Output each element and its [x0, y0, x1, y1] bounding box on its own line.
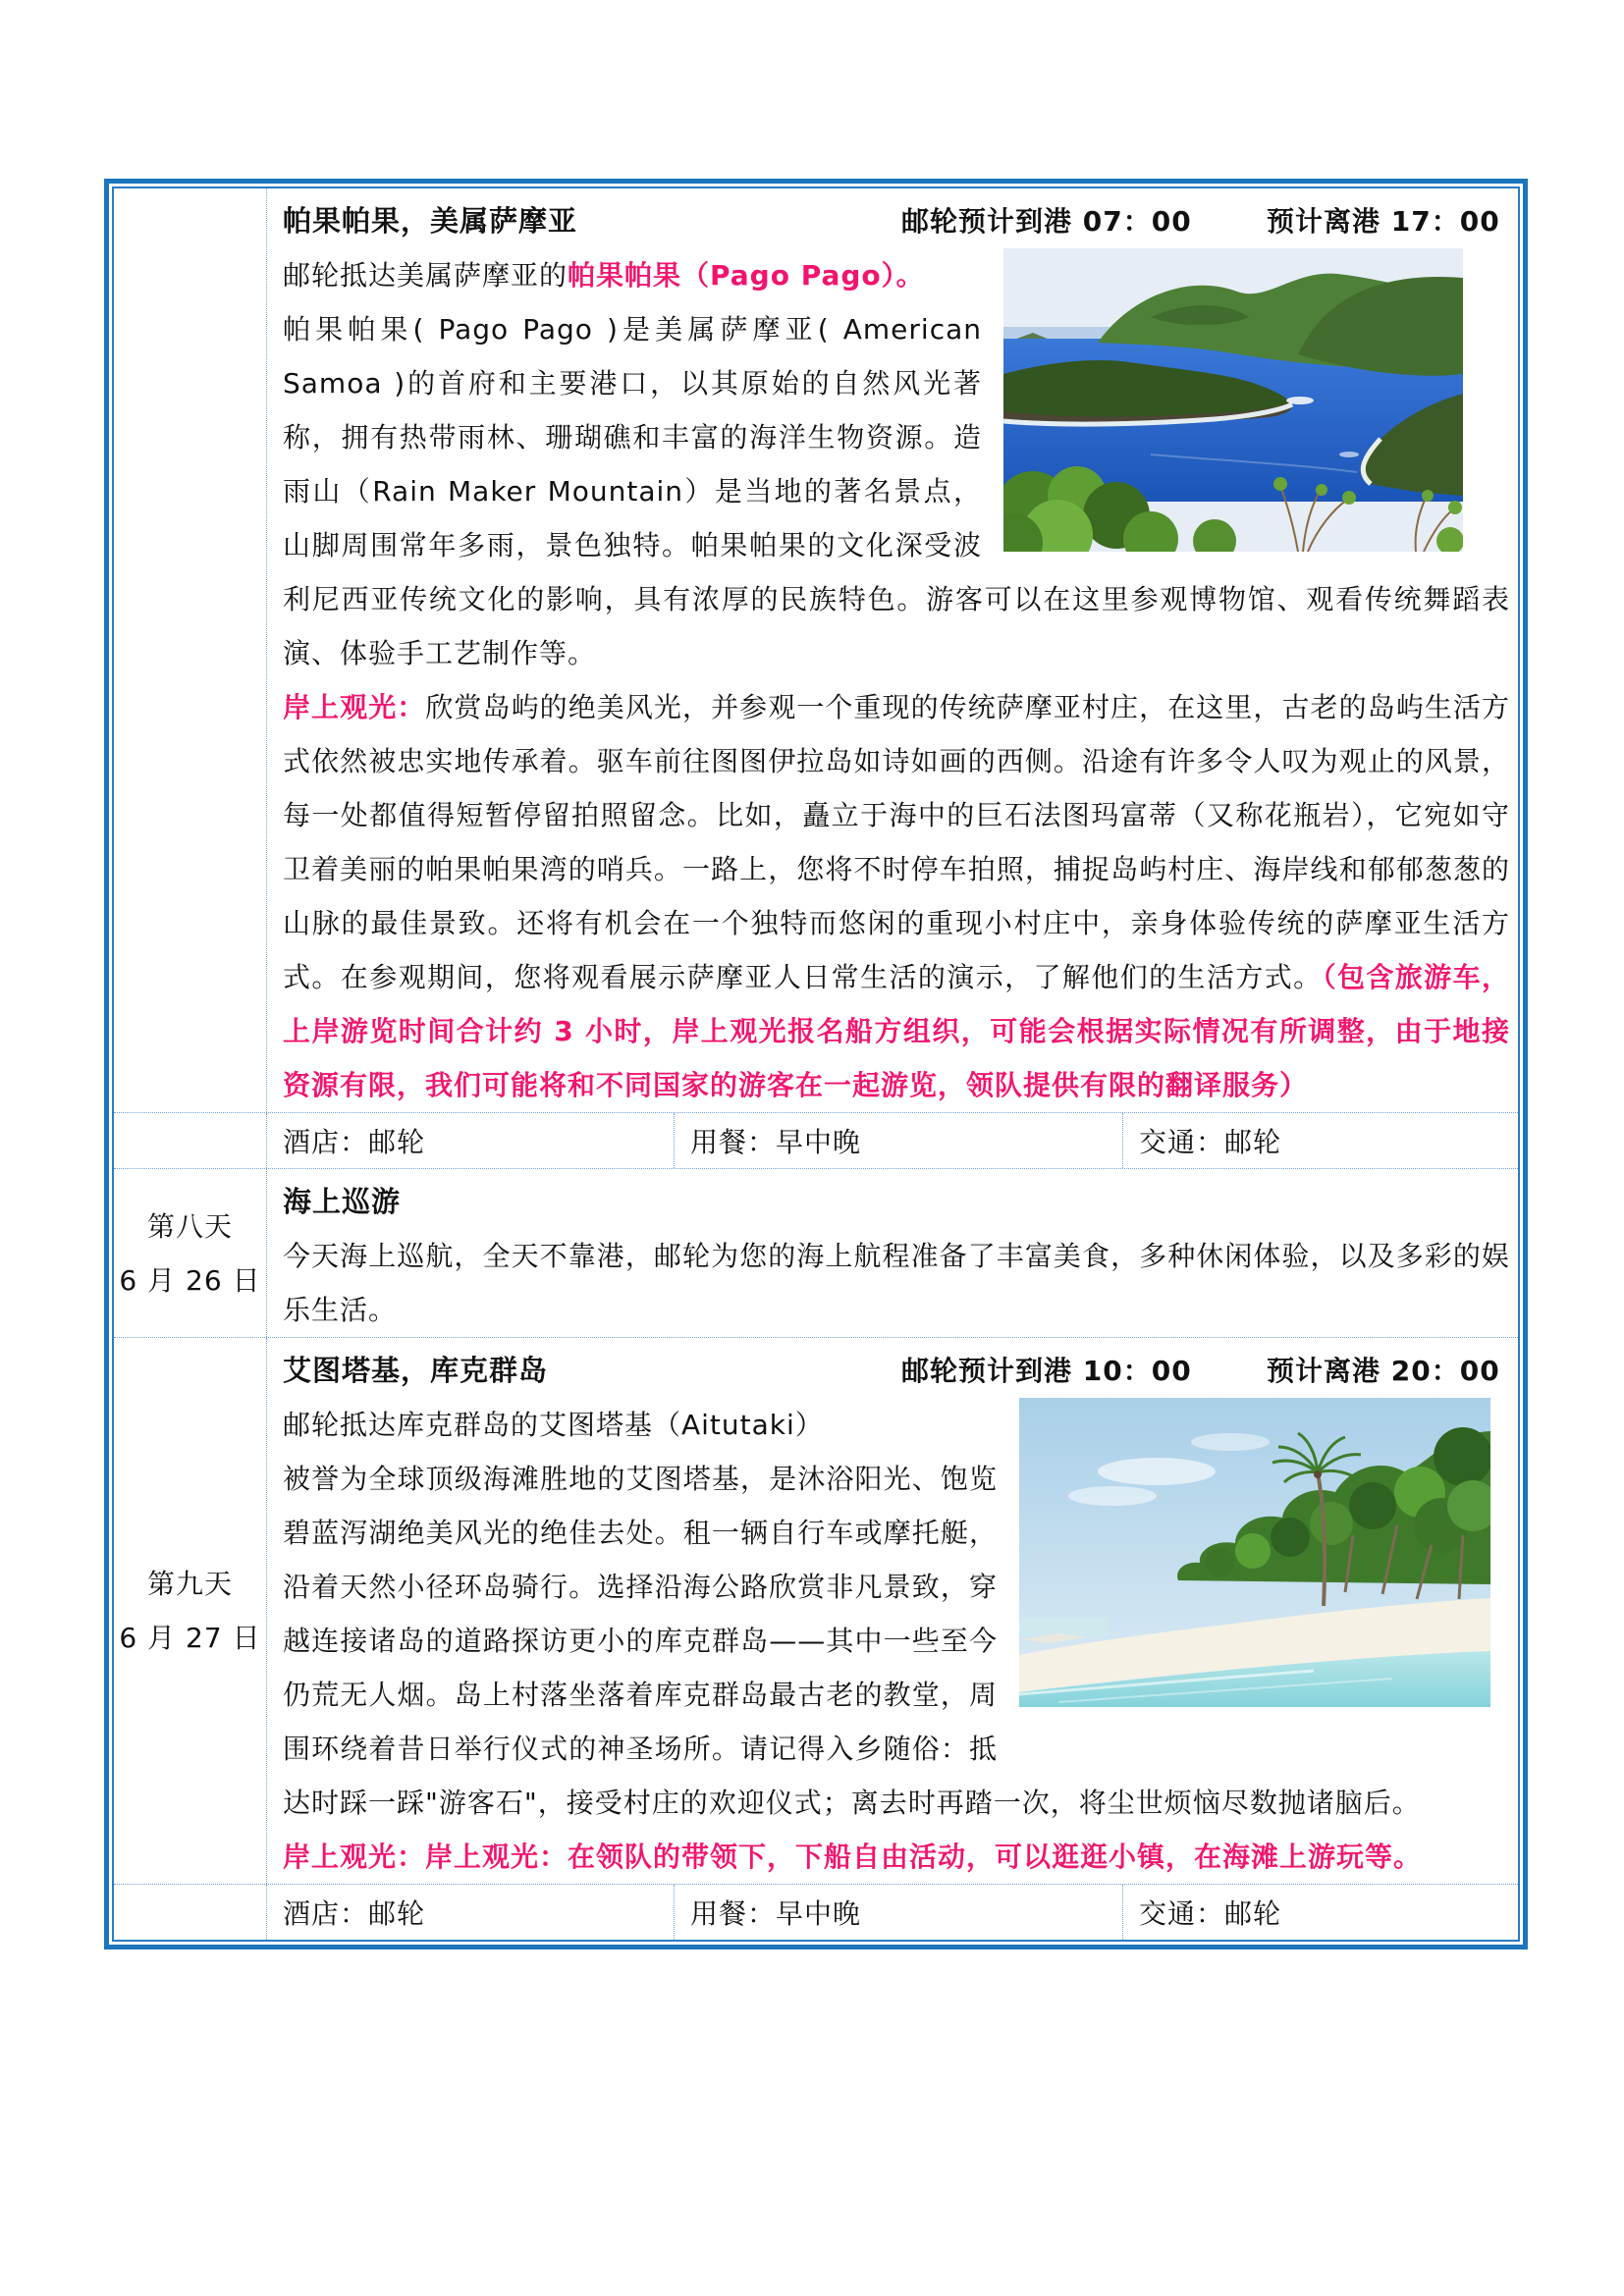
day-cell-day8 [114, 1169, 267, 1337]
shore-excursion: 岸上观光：欣赏岛屿的绝美风光，并参观一个重现的传统萨摩亚村庄，在这里，古老的岛屿生活方式依然被忠实地传承着。驱车前往图图伊拉岛如诗如画的西侧。沿途有许多令人叹为观止的风景，每一处都值得短暂停留拍照留念。比如，矗立于海中的巨石法图玛富蒂（又称花瓶岩），它宛如守卫着美丽的帕果帕果湾的哨兵。一路上，您将不时停车拍照，捕捉岛屿村庄、海岸线和郁郁葱葱的山脉的最佳景致。还将有机会在一个独特而悠闲的重现小村庄中，亲身体验传统的萨摩亚生活方式。在参观期间，您将观看展示萨摩亚人日常生活的演示，了解他们的生活方式。（包含旅游车，上岸游览时间合计约 3 小时，岸上观光报名船方组织，可能会根据实际情况有所调整，由于地接资源有限，我们可能将和不同国家的游客在一起游览，领队提供有限的翻译服务） [283, 691, 1510, 1101]
day-number: 第九天 [146, 1568, 233, 1600]
intro-line: 邮轮抵达库克群岛的艾图塔基（Aitutaki） [283, 1409, 824, 1441]
aitutaki-beach-photo [1019, 1398, 1490, 1707]
day-date: 6 月 26 日 [119, 1263, 261, 1297]
port-description: 被誉为全球顶级海滩胜地的艾图塔基，是沐浴阳光、饱览碧蓝泻湖绝美风光的绝佳去处。租一辆自行车或摩托艇，沿着天然小径环岛骑行。选择沿海公路欣赏非凡景致，穿越连接诸岛的道路探访更小的库克群岛——其中一些至今仍荒无人烟。岛上村落坐落着库克群岛最古老的教堂，周围环绕着昔日举行仪式的神圣场所。请记得入乡随俗：抵达时踩一踩"游客石"，接受村庄的欢迎仪式；离去时再踏一次，将尘世烦恼尽数抛诸脑后。 [283, 1463, 1421, 1819]
departure-time: 预计离港 17：00 [1267, 205, 1500, 238]
day-cell-empty [114, 1113, 267, 1168]
day-cell-empty [114, 1885, 267, 1940]
sea-day-description: 今天海上巡航，全天不靠港，邮轮为您的海上航程准备了丰富美食，多种休闲体验，以及多彩的娱乐生活。 [283, 1240, 1510, 1326]
departure-time: 预计离港 20：00 [1267, 1355, 1500, 1387]
hotel-cell: 酒店：邮轮 [283, 1126, 426, 1158]
port-description: 帕果帕果( Pago Pago )是美属萨摩亚( American Samoa )的首府和主要港口，以其原始的自然风光著称，拥有热带雨林、珊瑚礁和丰富的海洋生物资源。造雨山（Rain Maker Mountain）是当地的著名景点，山脚周围常年多雨，景色独特。帕果帕果的文化深受波利尼西亚传统文化的影响，具有浓厚的民族特色。游客可以在这里参观博物馆、观看传统舞蹈表演、体验手工艺制作等。 [283, 313, 1510, 669]
table-row-pago-pago [114, 188, 1518, 1112]
meals-cell: 用餐：早中晚 [674, 1113, 1122, 1168]
port-section-aitutaki [267, 1338, 1518, 1884]
arrival-time: 邮轮预计到港 07：00 [901, 205, 1192, 238]
port-title: 艾图塔基，库克群岛 [283, 1354, 549, 1387]
day-cell-day9 [114, 1338, 267, 1884]
arrival-time: 邮轮预计到港 10：00 [901, 1355, 1192, 1387]
info-row-pago-pago [114, 1112, 1518, 1168]
intro-line: 邮轮抵达美属萨摩亚的帕果帕果（Pago Pago）。 [283, 259, 925, 292]
port-section-pago-pago [267, 188, 1518, 1112]
section-header [283, 1344, 1510, 1398]
pago-pago-bay-photo [1003, 248, 1463, 552]
transport-cell: 交通：邮轮 [1122, 1113, 1518, 1168]
day-date: 6 月 27 日 [119, 1622, 261, 1654]
info-row-aitutaki [114, 1884, 1518, 1940]
sea-day-title: 海上巡游 [283, 1185, 402, 1218]
day-number: 第八天 [146, 1209, 233, 1243]
day-cell-empty [114, 188, 267, 1112]
transport-cell: 交通：邮轮 [1122, 1885, 1518, 1940]
meals-cell: 用餐：早中晚 [674, 1885, 1122, 1940]
itinerary-table [104, 179, 1528, 1949]
sea-day-section [267, 1169, 1518, 1337]
table-row-sea-day [114, 1168, 1518, 1337]
shore-excursion-label: 岸上观光： [283, 691, 426, 723]
port-title: 帕果帕果，美属萨摩亚 [283, 204, 578, 238]
section-header [283, 194, 1510, 248]
shore-excursion: 岸上观光：岸上观光：在领队的带领下，下船自由活动，可以逛逛小镇，在海滩上游玩等。 [283, 1841, 1423, 1873]
hotel-cell: 酒店：邮轮 [283, 1897, 426, 1930]
highlight-port-name: 帕果帕果（Pago Pago）。 [568, 259, 925, 292]
table-row-aitutaki [114, 1337, 1518, 1884]
section-header [283, 1175, 1510, 1229]
shore-excursion-note: （包含旅游车，上岸游览时间合计约 3 小时，岸上观光报名船方组织，可能会根据实际情况有所调整，由于地接资源有限，我们可能将和不同国家的游客在一起游览，领队提供有限的翻译服务） [283, 961, 1510, 1101]
